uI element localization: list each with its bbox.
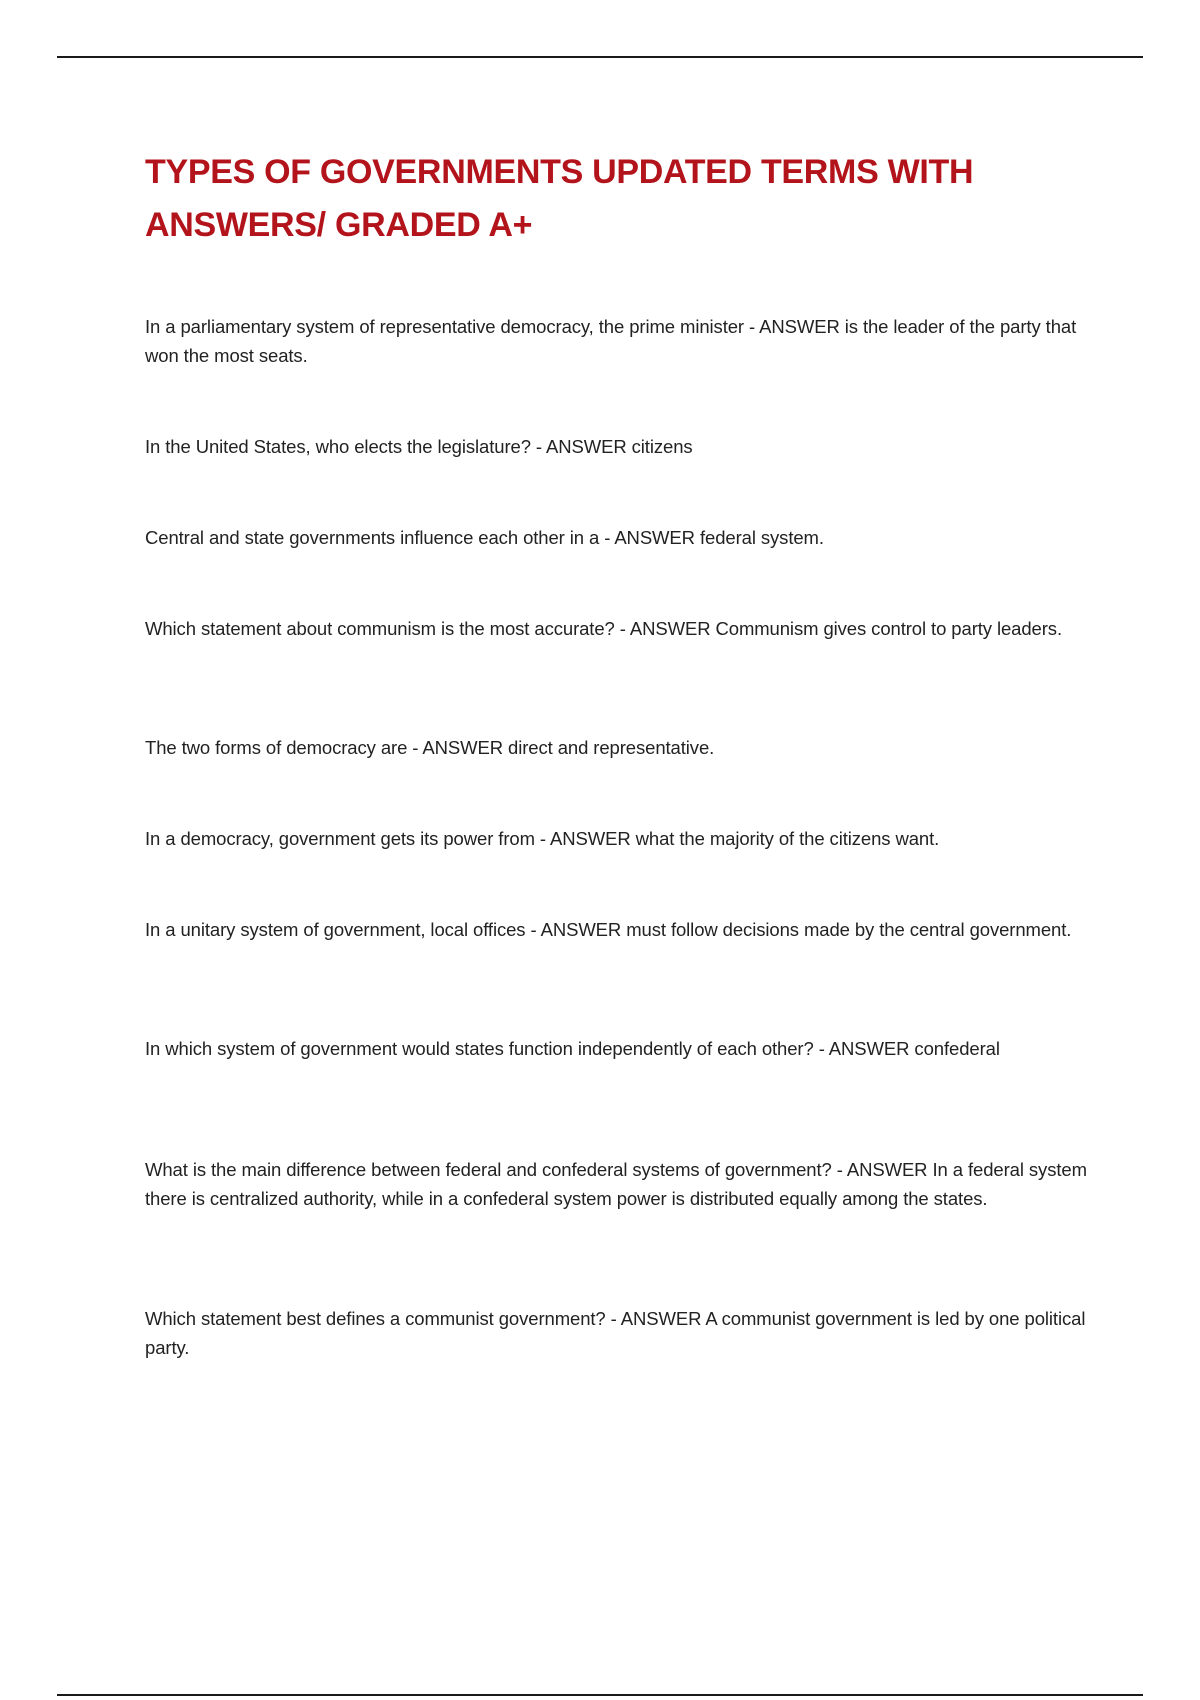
qa-item: Central and state governments influence each other in a - ANSWER federal system. bbox=[145, 527, 824, 548]
qa-item: Which statement about communism is the most accurate? - ANSWER Communism gives control to party leaders. bbox=[145, 618, 1062, 639]
footer-rule bbox=[57, 1694, 1143, 1696]
qa-item: In a democracy, government gets its power from - ANSWER what the majority of the citizens want. bbox=[145, 828, 940, 849]
qa-item: In a unitary system of government, local offices - ANSWER must follow decisions made by the central government. bbox=[145, 919, 1072, 940]
qa-item: Which statement best defines a communist government? - ANSWER A communist government is led by one political party. bbox=[145, 1308, 1086, 1358]
qa-item: The two forms of democracy are - ANSWER direct and representative. bbox=[145, 737, 715, 758]
qa-item: In which system of government would states function independently of each other? - ANSWER confederal bbox=[145, 1038, 1000, 1059]
qa-item: In the United States, who elects the legislature? - ANSWER citizens bbox=[145, 436, 693, 457]
document-title: TYPES OF GOVERNMENTS UPDATED TERMS WITH ANSWERS/ GRADED A+ bbox=[145, 153, 974, 244]
qa-item: What is the main difference between federal and confederal systems of government? - ANSWER In a federal system there is centralized authority, while in a confederal system power is distributed equally among the states. bbox=[145, 1159, 1087, 1209]
header-rule bbox=[57, 56, 1143, 58]
qa-item: In a parliamentary system of representative democracy, the prime minister - ANSWER is the leader of the party that won the most seats. bbox=[145, 316, 1077, 366]
